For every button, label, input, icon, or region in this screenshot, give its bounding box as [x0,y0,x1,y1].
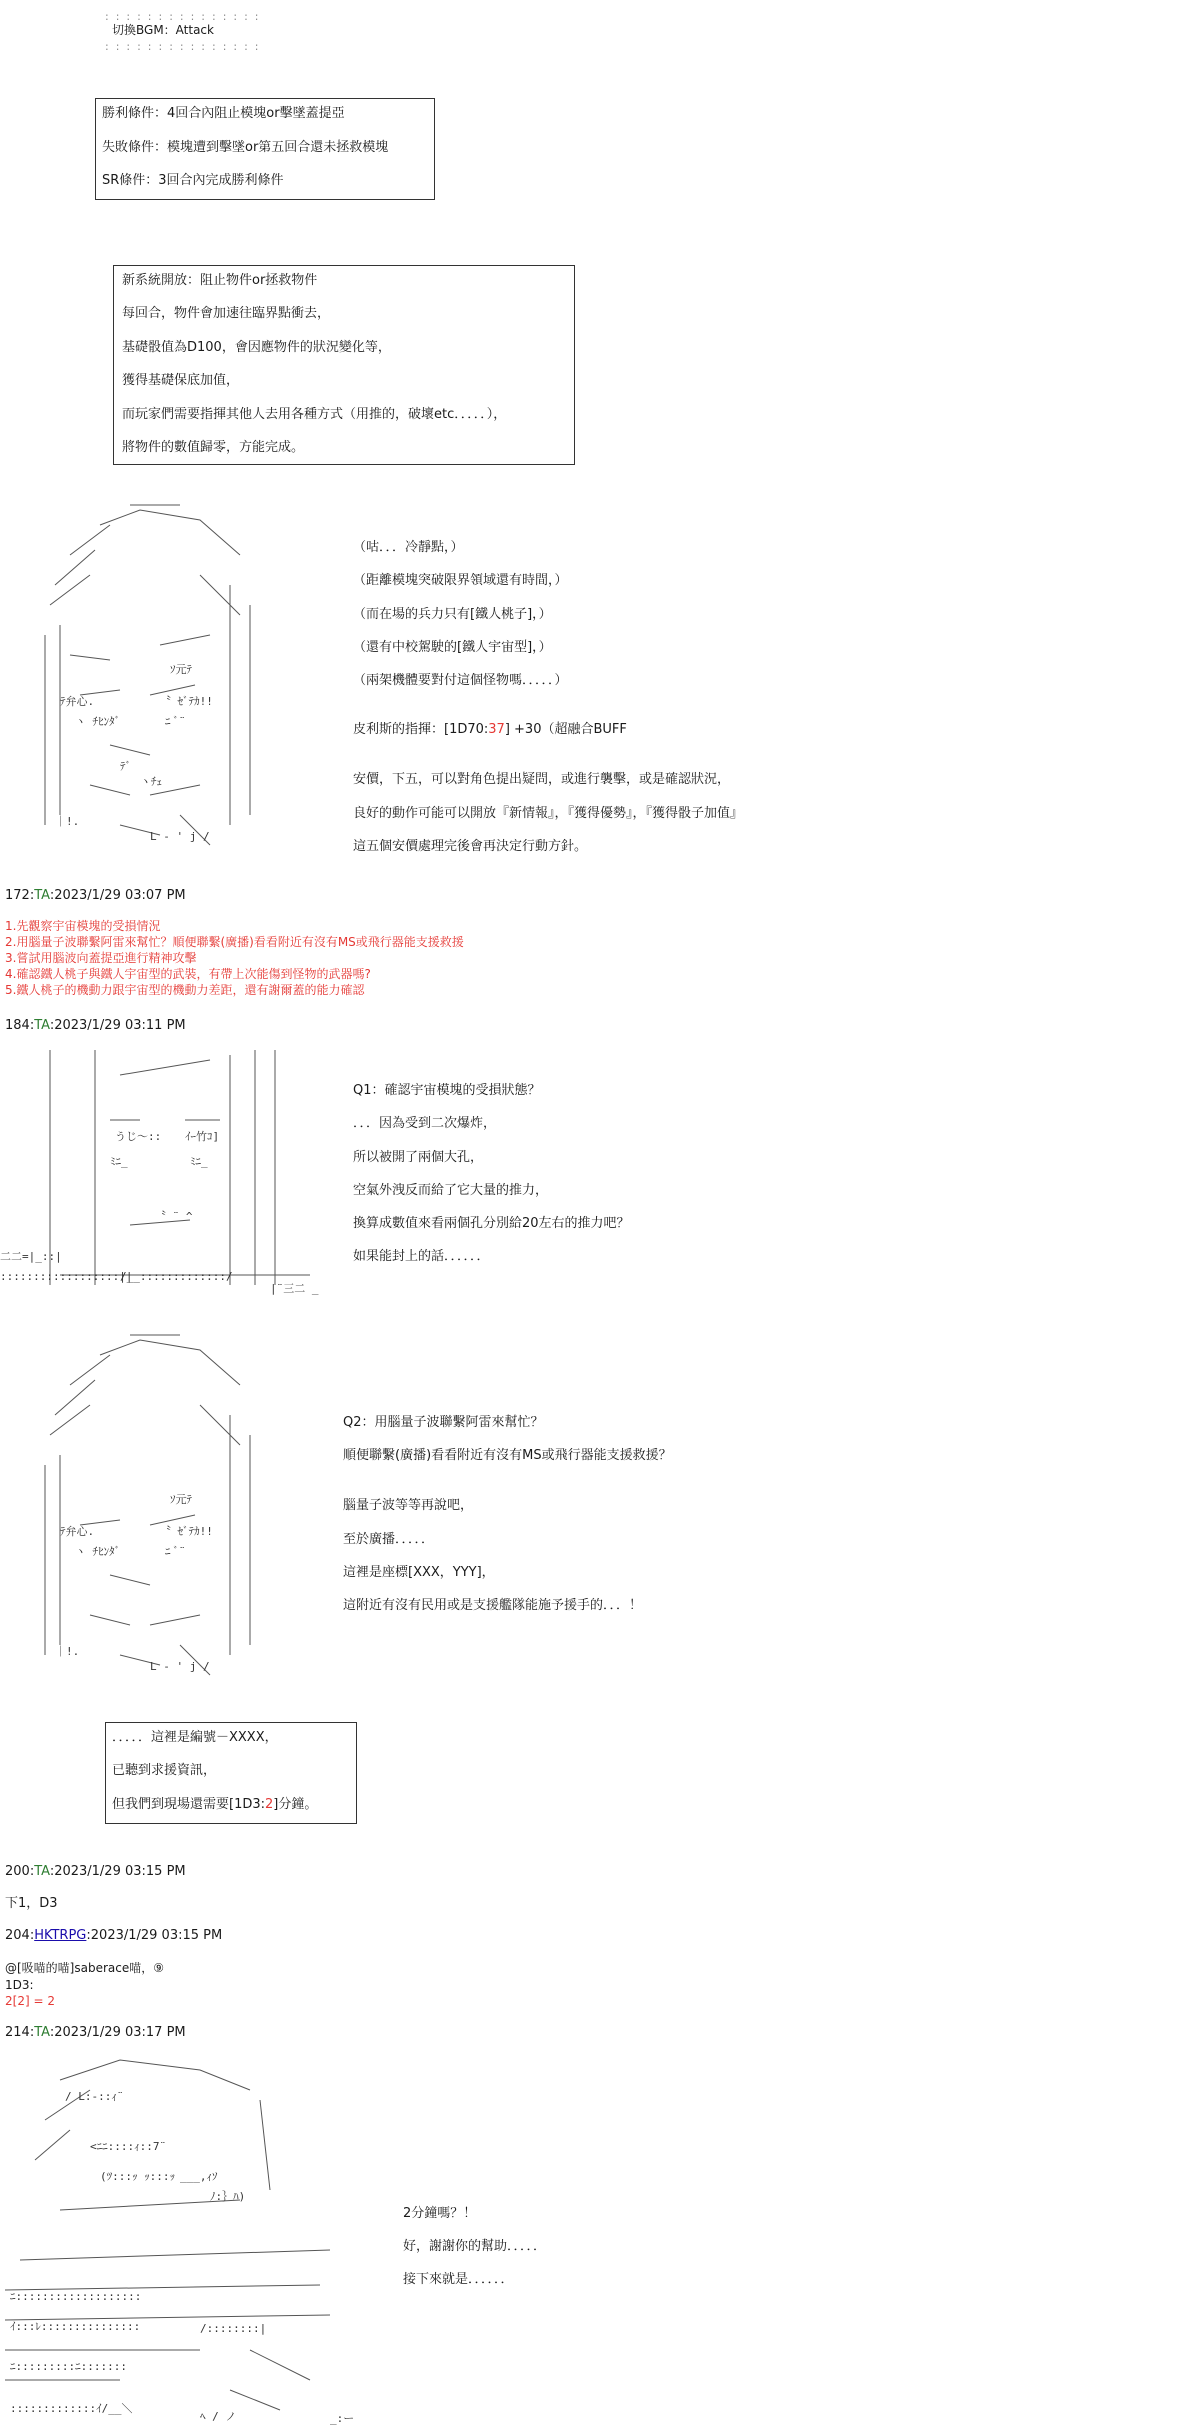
post-204-dice-label: 1D3: [5,1978,34,1992]
post-204-mention: @[吸喵的喵]saberace喵，⑨ [5,1961,164,1975]
poster-link[interactable]: HKTRPG [34,1928,87,1943]
svg-text:L ‐ ' j /: L ‐ ' j / [150,1660,210,1673]
poster-id[interactable]: TA [34,1018,50,1033]
post-214-line-1: 2分鐘嗎？！ [403,2206,477,2221]
scene1-line-5: （兩架機體要對付這個怪物嗎．．．．．） [353,673,568,688]
post-214-line-3: 接下來就是．．．．．． [403,2272,514,2287]
system-line-4: 獲得基礎保底加值， [122,373,240,388]
svg-text:ﾐﾆ_: ﾐﾆ_ [110,1155,128,1168]
svg-text:ﾍ / ノ: ﾍ / ノ [200,2410,237,2423]
svg-text:/ L:-::ｨ¨: / L:-::ｨ¨ [65,2090,124,2103]
scene1-option-3: 這五個安價處理完後會再決定行動方針。 [353,839,588,854]
post-214-line-2: 好，謝謝你的幫助．．．．． [403,2239,547,2254]
rescue-roll-prefix: 但我們到現場還需要[1D3: [112,1797,266,1812]
post-172-item-5: 5.鐵人桃子的機動力跟宇宙型的機動力差距，還有謝爾蓋的能力確認 [5,983,365,997]
post-number: 172: [5,888,35,903]
ascii-art-character-2 [0,1045,320,1305]
svg-text:ヽﾁｪ: ヽﾁｪ [140,775,162,788]
svg-text:ｿ元ﾃ: ｿ元ﾃ [170,663,192,676]
system-line-5: 而玩家們需要指揮其他人去用各種方式（用推的，破壞etc．．．．．）， [122,407,507,422]
poster-id[interactable]: TA [34,888,50,903]
roll-value: 37 [488,722,505,737]
post-number: 200: [5,1864,35,1879]
svg-text:(ﾂ:::ｯ ｯ:::ｯ: (ﾂ:::ｯ ｯ:::ｯ [100,2170,175,2183]
svg-text:/::::::::|: /::::::::| [200,2322,267,2335]
roll-prefix: 皮利斯的指揮：[1D70: [353,722,489,737]
scene3-line-5: 至於廣播．．．．． [343,1532,435,1547]
post-date: :2023/1/29 03:11 PM [49,1018,186,1033]
system-line-6: 將物件的數值歸零，方能完成。 [122,440,305,455]
scene1-line-2: （距離模塊突破限界領域還有時間，） [353,573,568,588]
ascii-art-character-1 [0,495,300,860]
svg-text:_:ー: _:ー [330,2412,355,2425]
post-172-item-2: 2.用腦量子波聯繫阿雷來幫忙？順便聯繫(廣播)看看附近有沒有MS或飛行器能支援救援 [5,935,464,949]
svg-text:うじ～::: うじ～:: [115,1130,162,1143]
scene1-line-1: （咕．．．冷靜點，） [353,540,464,555]
roll-suffix: ] +30（超融合BUFF [504,722,627,737]
victory-condition: 勝利條件：4回合內阻止模塊or擊墜蓋提亞 [102,106,345,121]
rescue-line-2: 已聽到求援資訊， [112,1763,217,1778]
rescue-line-3 [112,1797,317,1813]
post-214-header [5,2025,186,2041]
scene3-line-4: 腦量子波等等再說吧， [343,1498,474,1513]
scene1-option-2: 良好的動作可能可以開放『新情報』，『獲得優勢』，『獲得骰子加值』 [353,806,744,821]
scene1-line-3: （而在場的兵力只有[鐵人桃子]，） [353,607,552,622]
post-date: :2023/1/29 03:15 PM [86,1928,223,1943]
system-line-3: 基礎骰值為D100，會因應物件的狀況變化等， [122,340,391,355]
svg-text:〝 ｾﾞﾃｶ!!: 〝 ｾﾞﾃｶ!! [160,695,213,708]
scene3-line-2: 順便聯繫(廣播)看看附近有沒有MS或飛行器能支援救援？ [343,1448,672,1463]
scene3-line-6: 這裡是座標[XXX，YYY]， [343,1565,495,1580]
poster-id[interactable]: TA [34,2025,50,2040]
command-roll [353,722,627,738]
sr-condition: SR條件：3回合內完成勝利條件 [102,173,284,188]
scene3-line-7: 這附近有沒有民用或是支援艦隊能施予援手的．．．！ [343,1598,643,1613]
svg-text:ｿ元ﾃ: ｿ元ﾃ [170,1493,192,1506]
bgm-dots-top: : : : : : : : : : : : : : : : [105,10,259,23]
svg-text:ﾃ弁心.: ﾃ弁心. [60,1525,95,1538]
scene1-line-4: （還有中校駕駛的[鐵人宇宙型]，） [353,640,552,655]
svg-text:ﾃ弁心.: ﾃ弁心. [60,695,95,708]
svg-text:ﾆ ﾞ¨: ﾆ ﾞ¨ [165,1545,186,1558]
svg-text:L ‐ ' j /: L ‐ ' j / [150,830,210,843]
svg-text:ﾆ ﾞ¨: ﾆ ﾞ¨ [165,715,186,728]
new-system-box [113,265,575,465]
svg-text:ﾃﾞ: ﾃﾞ [120,760,131,773]
post-184-line-6: 如果能封上的話．．．．．． [353,1249,490,1264]
rescue-line-1: ．．．．．這裡是編號－XXXX， [112,1730,278,1745]
post-172-item-1: 1.先觀察宇宙模塊的受損情況 [5,919,161,933]
svg-text:〝 ｾﾞﾃｶ!!: 〝 ｾﾞﾃｶ!! [160,1525,213,1538]
post-date: :2023/1/29 03:15 PM [49,1864,186,1879]
post-number: 214: [5,2025,35,2040]
post-date: :2023/1/29 03:17 PM [49,2025,186,2040]
svg-text:::::::::::::::::::||: ::::::::::::::::::|| [0,1270,133,1283]
post-172-header [5,888,186,904]
post-184-line-1: Q1：確認宇宙模塊的受損狀態？ [353,1083,541,1098]
post-184-line-4: 空氣外洩反而給了它大量的推力， [353,1183,549,1198]
rescue-roll-value: 2 [265,1797,274,1812]
rescue-roll-suffix: ]分鐘。 [273,1797,318,1812]
bgm-label: 切換BGM：Attack [112,23,214,37]
svg-text:｜!.: ｜!. [55,1645,80,1658]
post-200-body: 下1，D3 [5,1896,58,1911]
ascii-art-character-3 [0,1325,300,1690]
svg-text:ﾐﾆ_: ﾐﾆ_ [190,1155,208,1168]
svg-text:ヽ ﾁﾋﾝﾀﾞ: ヽ ﾁﾋﾝﾀﾞ [75,1545,121,1558]
poster-id[interactable]: TA [34,1864,50,1879]
post-date: :2023/1/29 03:07 PM [49,888,186,903]
svg-text:<ﾆﾆ::::ｨ::7¨: <ﾆﾆ::::ｨ::7¨ [90,2140,167,2153]
post-184-header [5,1018,186,1034]
svg-text:___,ｨｿ: ___,ｨｿ [180,2170,218,2183]
svg-text::::::::::::::ｲ/__＼: :::::::::::::ｲ/__＼ [10,2402,133,2415]
svg-text:ﾆ:::::::::::::::::::: ﾆ::::::::::::::::::: [10,2290,142,2303]
ascii-art-character-4 [0,2050,420,2430]
system-line-1: 新系統開放：阻止物件or拯救物件 [122,273,318,288]
post-number: 184: [5,1018,35,1033]
post-number: 204: [5,1928,35,1943]
svg-text:/__:::::::::::::/: /__:::::::::::::/ [120,1270,233,1283]
system-line-2: 每回合，物件會加速往臨界點衝去， [122,306,331,321]
scene1-option-1: 安價，下五，可以對角色提出疑問，或進行襲擊，或是確認狀況， [353,772,731,787]
post-204-header [5,1928,222,1944]
post-172-item-3: 3.嘗試用腦波向蓋提亞進行精神攻擊 [5,951,197,965]
svg-text:ヽ ﾁﾋﾝﾀﾞ: ヽ ﾁﾋﾝﾀﾞ [75,715,121,728]
bgm-dots-bottom: : : : : : : : : : : : : : : : [105,40,259,53]
svg-text:ﾆ:::::::::ﾆ:::::::: ﾆ:::::::::ﾆ::::::: [10,2360,127,2373]
scene3-line-1: Q2：用腦量子波聯繫阿雷來幫忙？ [343,1415,544,1430]
defeat-condition: 失敗條件：模塊遭到擊墜or第五回合還未拯救模塊 [102,140,389,155]
svg-text:〝 ¨ ^: 〝 ¨ ^ [155,1210,193,1223]
post-184-line-3: 所以被開了兩個大孔， [353,1150,484,1165]
svg-text:｜!.: ｜!. [55,815,80,828]
svg-text:ｲ:::ﾚ:::::::::::::::: ｲ:::ﾚ::::::::::::::: [10,2320,141,2333]
svg-text:二二=|_::|: 二二=|_::| [0,1250,62,1263]
post-184-line-2: ．．．因為受到二次爆炸， [353,1116,497,1131]
post-200-header [5,1864,186,1880]
svg-text:ﾉ:｝ﾊ): ﾉ:｝ﾊ) [210,2190,246,2203]
post-184-line-5: 換算成數值來看兩個孔分別給20左右的推力吧？ [353,1216,630,1231]
svg-text:ｲｰ竹ｺ]: ｲｰ竹ｺ] [185,1130,220,1143]
post-204-dice-result: 2[2] = 2 [5,1994,55,2008]
svg-text:|¨三二 _: |¨三二 _ [270,1282,319,1295]
post-172-item-4: 4.確認鐵人桃子與鐵人宇宙型的武裝，有帶上次能傷到怪物的武器嗎? [5,967,371,981]
